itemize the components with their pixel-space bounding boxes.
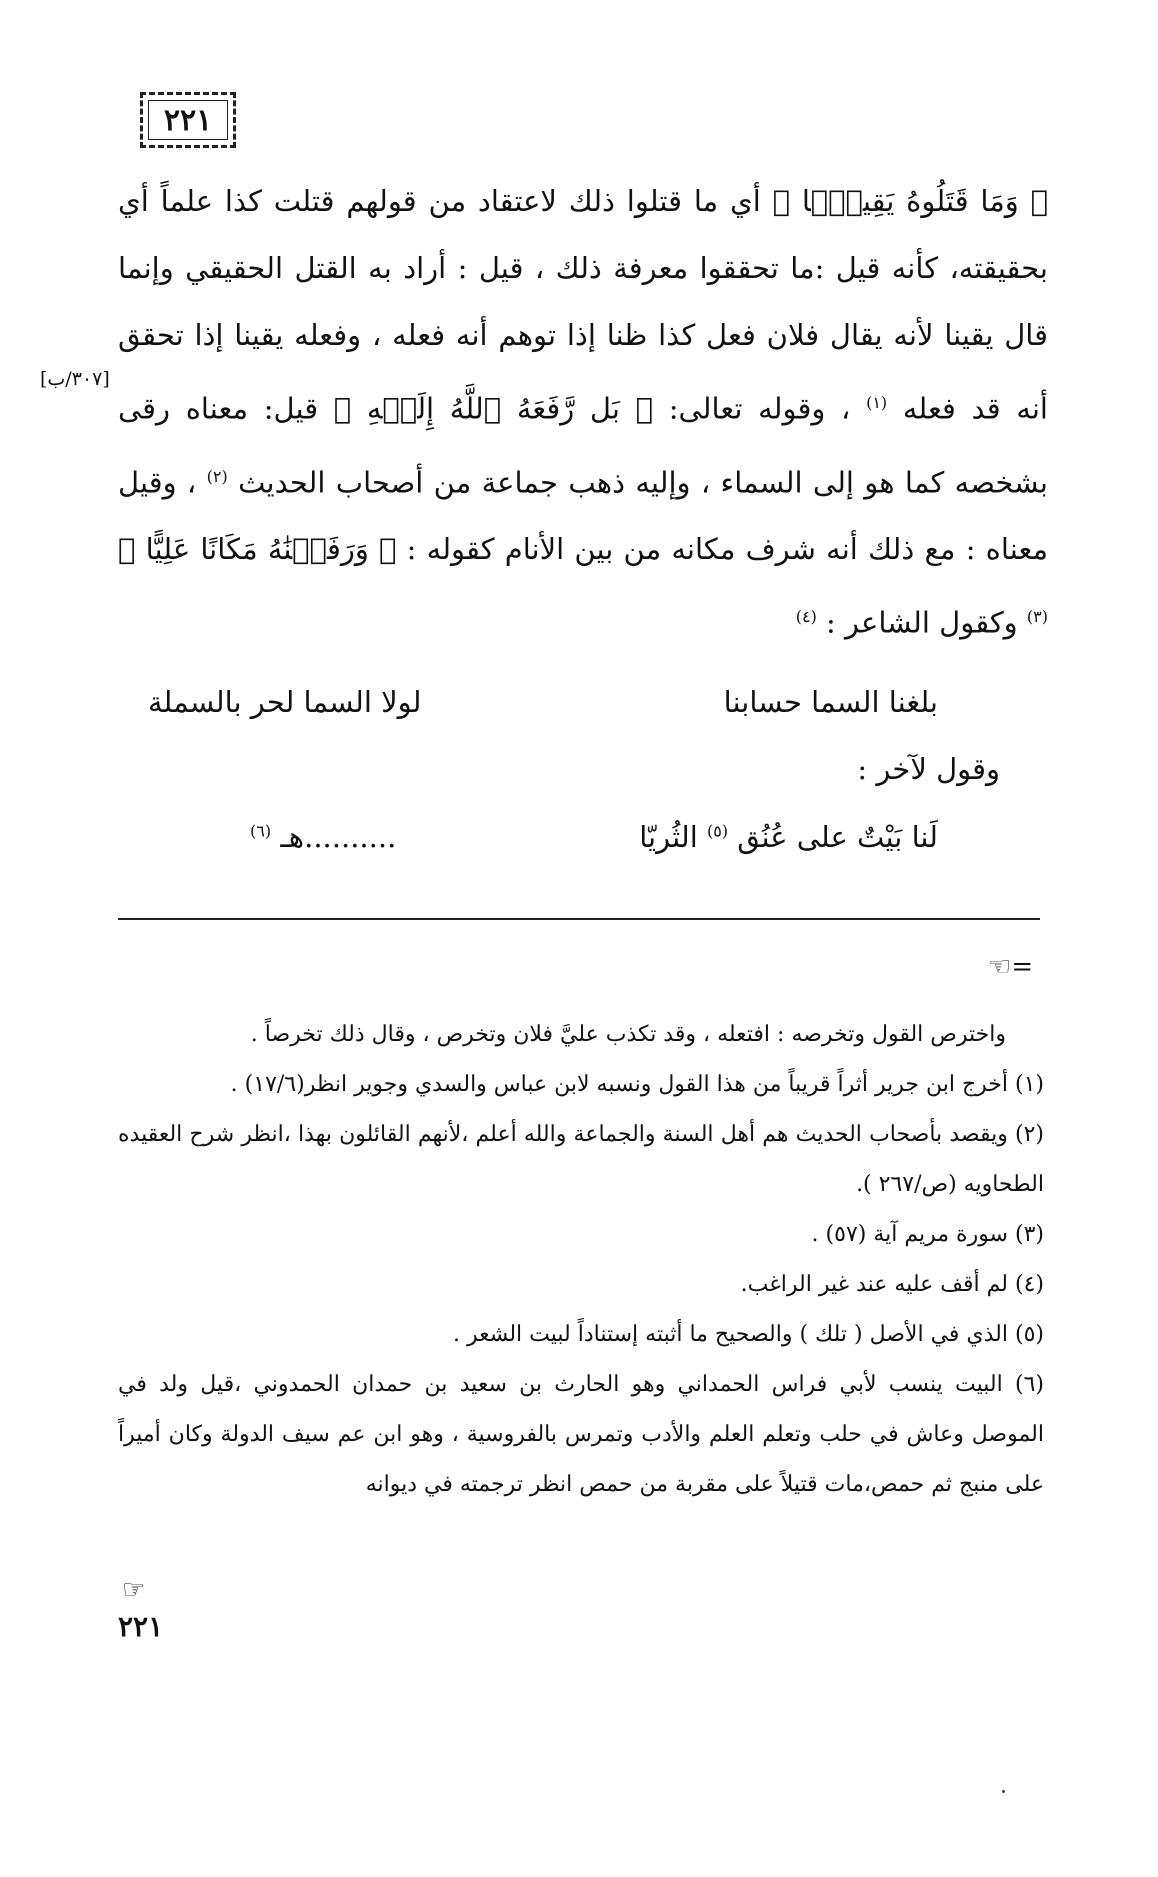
- footnote-5: (٥) الذي في الأصل ( تلك ) والصحيح ما أثبته إستناداً لبيت الشعر .: [452, 1322, 1044, 1347]
- page-number-footer: ٢٢١: [118, 1610, 164, 1643]
- verse-2-intro: وقول لآخر :: [857, 752, 1000, 786]
- page-turn-hand-icon: ☞: [122, 1575, 146, 1605]
- main-text-part-3: ، وقيل معناه : مع ذلك أنه شرف مكانه من بين الأنام كقوله : ﴿ وَرَفَعۡنَٰهُ مَكَانًا عَلِيًّا ﴾: [118, 465, 1048, 567]
- main-text: [118, 168, 1048, 657]
- footnote-6: (٦) البيت ينسب لأبي فراس الحمداني وهو الحارث بن سعيد بن حمدان الحمدوني ،قيل ولد في الموصل وعاش في حلب وتعلم العلم والأدب وتمرس بالفروسية ، وهو ابن عم سيف الدولة وكان أميراً على منبج ثم حمص،مات قتيلاً على مقربة من حمص انظر ترجمته في ديوانه: [118, 1372, 1044, 1497]
- footnote-marker-1: (١): [866, 393, 888, 412]
- verse-2-first-part: لَنا بَيْتٌ على عُنُق: [737, 820, 938, 854]
- manuscript-folio-note: [٣٠٧/ب]: [40, 368, 110, 390]
- main-text-part-2: ، وقوله تعالى: ﴿ بَل رَّفَعَهُ ٱللَّهُ إِلَيۡهِ ﴾ قيل: معناه رقى بشخصه كما هو إلى السماء ، وإليه ذهب جماعة من أصحاب الحديث: [118, 391, 1049, 500]
- verse-2-ellipsis: ..........هـ: [280, 820, 397, 854]
- footnote-marker-4: (٤): [795, 607, 817, 627]
- footnote-marker-2: (٢): [206, 466, 228, 486]
- footnote-1: (١) أخرج ابن جرير أثراً قريباً من هذا القول ونسبه لابن عباس والسدي وجوير انظر(١٧/٦) .: [230, 1072, 1044, 1097]
- footnote-2: (٢) ويقصد بأصحاب الحديث هم أهل السنة والجماعة والله أعلم ،لأنهم القائلون بهذا ،انظر شرح العقيده الطحاويه (ص/٢٦٧ ).: [118, 1122, 1044, 1197]
- verse-1-left-hemistich: لولا السما لحر بالسملة: [148, 685, 422, 719]
- main-text-part-1: ﴿ وَمَا قَتَلُوهُ يَقِينَۢا ﴾ أي ما قتلوا ذلك لاعتقاد من قولهم قتلت كذا علماً أي بحقيقته، كأنه قيل :ما تحققوا معرفة ذلك ، قيل : أراد به القتل الحقيقي وإنما قال يقينا لأنه يقال فلان فعل كذا ظنا إذا توهم أنه فعله ، وفعله يقينا إذا تحقق أنه قد فعله: [118, 184, 1048, 426]
- footnote-4: (٤) لم أقف عليه عند غير الراغب.: [740, 1272, 1044, 1297]
- page-number-header-text: ٢٢١: [163, 102, 213, 138]
- footnote-marker-3: (٣): [1026, 607, 1048, 627]
- verse-2-second-part: الثُريّا: [639, 820, 698, 854]
- main-paragraph: [118, 168, 1048, 657]
- page-number-header: [140, 92, 236, 148]
- footnote-marker-6: (٦): [250, 821, 272, 841]
- continued-footnote-marker: ☜=: [988, 952, 1034, 982]
- footnotes: [118, 1010, 1044, 1510]
- verse-1-right-hemistich: بلغنا السما حسابنا: [723, 685, 938, 719]
- footnote-3: (٣) سورة مريم آية (٥٧) .: [811, 1222, 1044, 1247]
- scan-speck: [1002, 1790, 1005, 1793]
- main-text-part-4: وكقول الشاعر :: [826, 605, 1018, 640]
- hand-pointer-icon: ☜: [988, 952, 1012, 982]
- footnote-separator: [118, 918, 1040, 920]
- footnote-marker-5: (٥): [706, 821, 729, 841]
- footnote-continuation: واخترص القول وتخرصه : افتعله ، وقد تكذب عليَّ فلان وتخرص ، وقال ذلك تخرصاً .: [250, 1022, 1006, 1047]
- verse-2-right-hemistich: [639, 820, 938, 854]
- verse-2-left-hemistich: [250, 820, 396, 854]
